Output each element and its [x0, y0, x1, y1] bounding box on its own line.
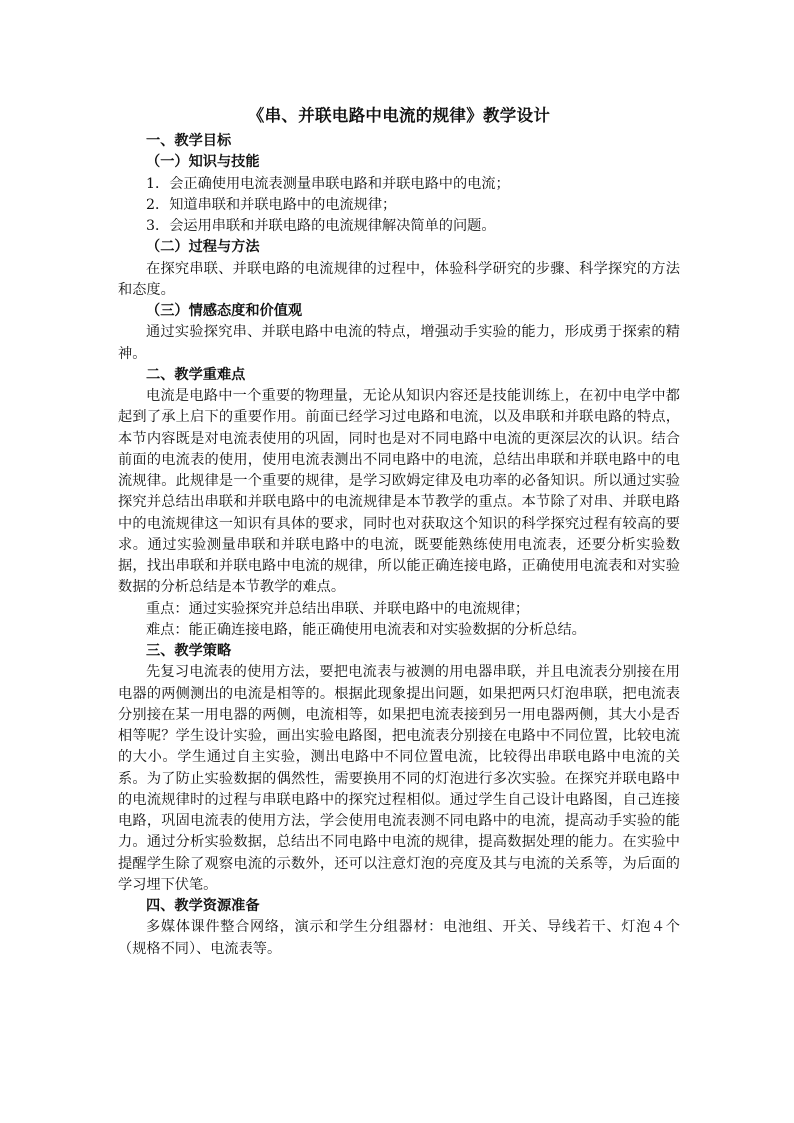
section-heading-key-points: 二、教学重难点 [146, 366, 246, 383]
document-body [118, 102, 680, 960]
key-points-paragraph: 电流是电路中一个重要的物理量，无论从知识内容还是技能训练上，在初中电学中都起到了承上启下的重要作用。前面已经学习过电路和电流，以及串联和并联电路的特点，本节内容既是对电流表使用的巩固，同时也是对不同电路中电流的更深层次的认识。结合前面的电流表的使用，使用电流表测出不同电路中的电流，总结出串联和并联电路中的电流规律。此规律是一个重要的规律，是学习欧姆定律及电功率的必备知识。所以通过实验探究并总结出串联和并联电路中的电流规律是本节教学的重点。本节除了对串、并联电路中的电流规律这一知识有具体的要求，同时也对获取这个知识的科学探究过程有较高的要求。通过实验测量串联和并联电路中的电流，既要能熟练使用电流表，还要分析实验数据，找出串联和并联电路中电流的规律，所以能正确连接电路，正确使用电流表和对实验数据的分析总结是本节教学的难点。 [118, 388, 680, 596]
document-title: 《串、并联电路中电流的规律》教学设计 [247, 106, 551, 125]
focus-line: 重点：通过实验探究并总结出串联、并联电路中的电流规律； [146, 600, 530, 617]
knowledge-item-1: 1．会正确使用电流表测量串联电路和并联电路中的电流； [146, 175, 510, 192]
section-heading-strategy: 三、教学策略 [146, 643, 232, 659]
subsection-heading-attitude: （三）情感态度和价值观 [146, 303, 303, 319]
knowledge-item-2: 2．知道串联和并联电路中的电流规律； [146, 196, 397, 213]
subsection-heading-knowledge: （一）知识与技能 [146, 154, 260, 171]
attitude-paragraph: 通过实验探究串、并联电路中电流的特点，增强动手实验的能力，形成勇于探索的精神。 [118, 324, 680, 362]
section-heading-resources: 四、教学资源准备 [146, 898, 260, 914]
difficulty-line: 难点：能正确连接电路，能正确使用电流表和对实验数据的分析总结。 [146, 621, 586, 638]
resources-paragraph: 多媒体课件整合网络，演示和学生分组器材：电池组、开关、导线若干、灯泡４个（规格不同）、电流表等。 [118, 919, 680, 957]
subsection-heading-process: （二）过程与方法 [146, 239, 260, 256]
knowledge-item-3: 3．会运用串联和并联电路的电流规律解决简单的问题。 [146, 218, 496, 234]
strategy-paragraph: 先复习电流表的使用方法，要把电流表与被测的用电器串联，并且电流表分别接在用电器的两侧测出的电流是相等的。根据此现象提出问题，如果把两只灯泡串联，把电流表分别接在某一用电器的两侧，电流相等，如果把电流表接到另一用电器两侧，其大小是否相等呢？学生设计实验，画出实验电路图，把电流表分别接在电路中不同位置，比较电流的大小。学生通过自主实验，测出电路中不同位置电流，比较得出串联电路中电流的关系。为了防止实验数据的偶然性，需要换用不同的灯泡进行多次实验。在探究并联电路中的电流规律时的过程与串联电路中的探究过程相似。通过学生自己设计电路图，自己连接电路，巩固电流表的使用方法，学会使用电流表测不同电路中的电流，提高动手实验的能力。通过分析实验数据，总结出不同电路中电流的规律，提高数据处理的能力。在实验中提醒学生除了观察电流的示数外，还可以注意灯泡的亮度及其与电流的关系等，为后面的学习埋下伏笔。 [118, 664, 680, 893]
process-paragraph: 在探究串联、并联电路的电流规律的过程中，体验科学研究的步骤、科学探究的方法和态度。 [118, 260, 680, 298]
section-heading-goals: 一、教学目标 [146, 133, 232, 149]
